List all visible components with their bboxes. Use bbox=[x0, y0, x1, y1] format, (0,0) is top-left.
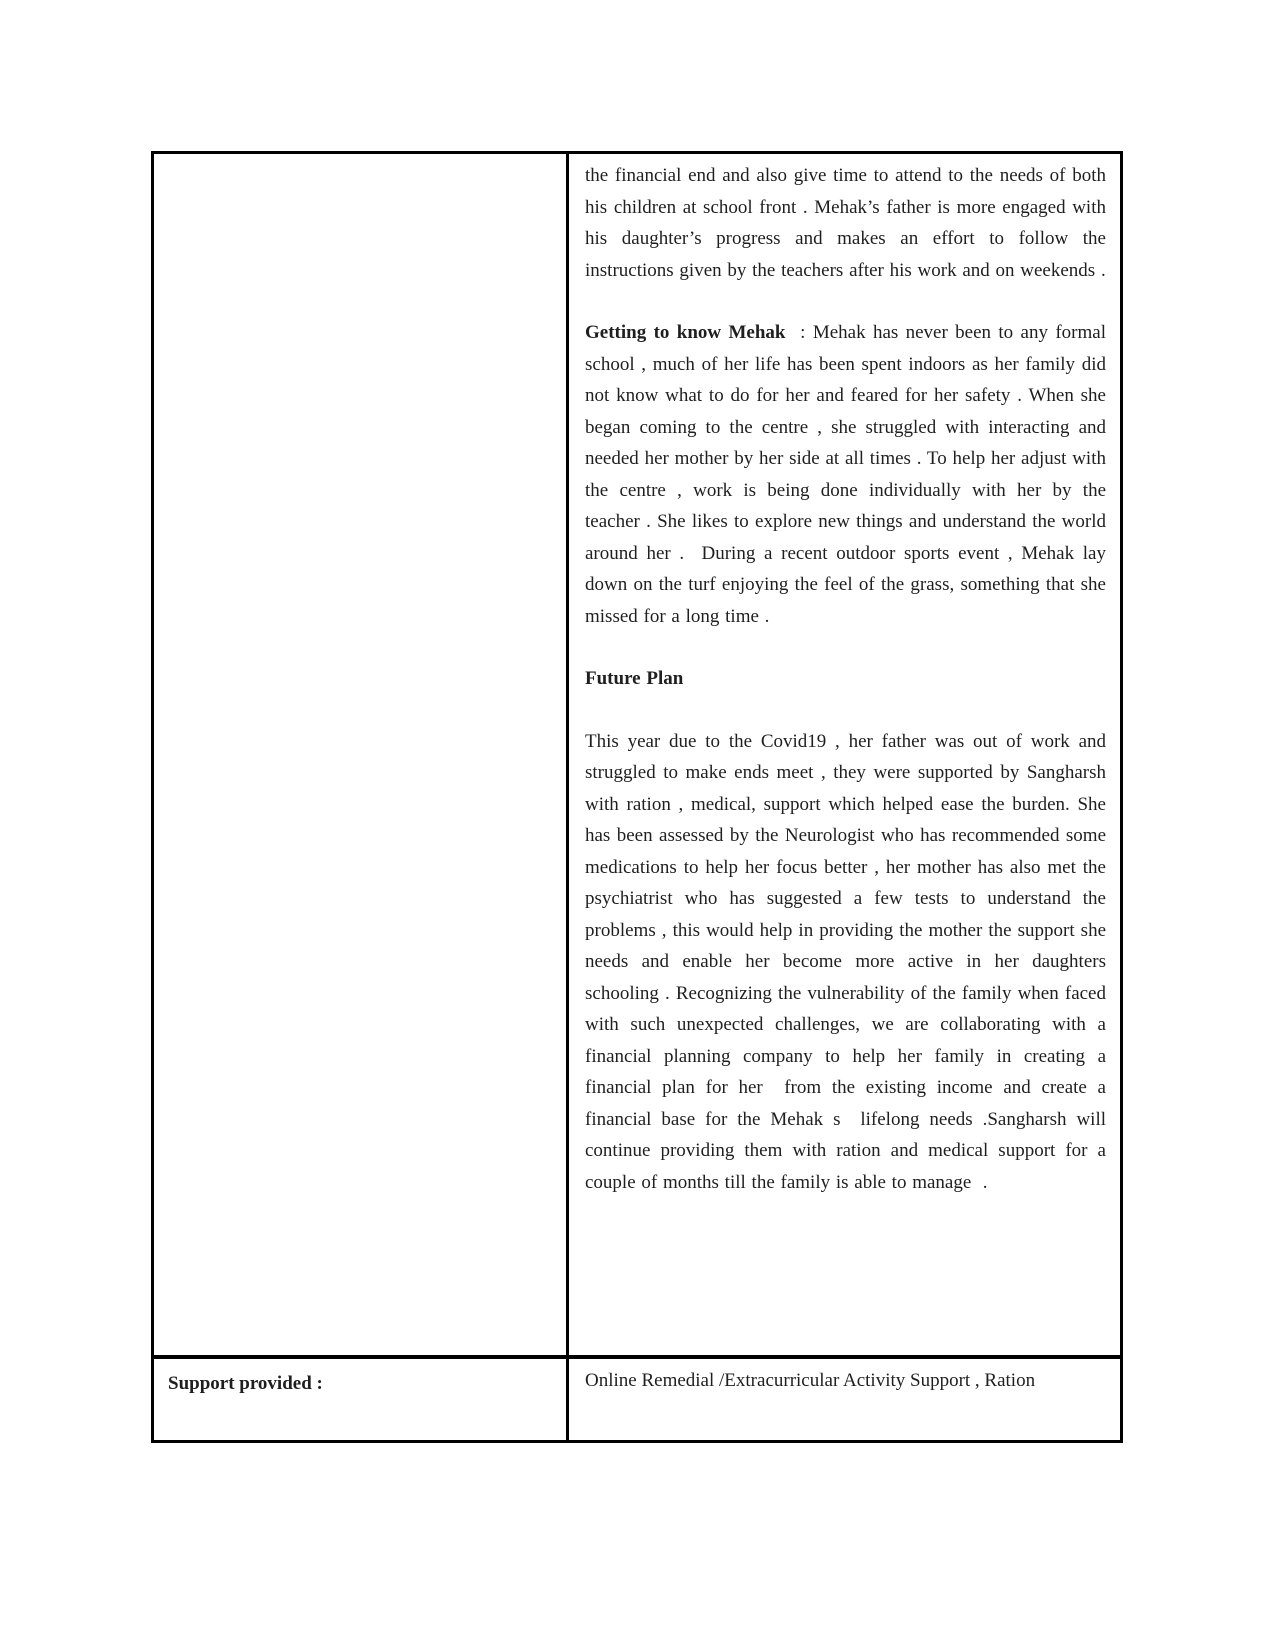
getting-to-know-paragraph bbox=[585, 317, 1112, 632]
getting-to-know-heading: Getting to know Mehak bbox=[585, 322, 786, 343]
table-row-narrative bbox=[154, 154, 1120, 1355]
support-provided-value: Online Remedial /Extracurricular Activity Support , Ration bbox=[585, 1370, 1036, 1391]
table-row-support-provided bbox=[154, 1355, 1120, 1440]
future-plan-heading: Future Plan bbox=[585, 668, 684, 689]
case-report-table bbox=[151, 151, 1123, 1443]
future-plan-paragraph: This year due to the Covid19 , her father was out of work and struggled to make ends meet , they were supported by Sangharsh with ration , medical, support which helped ease the burden. She has been assessed by the Neurologist who has recommended some medications to help her focus better , her mother has also met the psychiatrist who has suggested a few tests to understand the problems , this would help in providing the mother the support she needs and enable her become more active in her daughters schooling . Recognizing the vulnerability of the family when faced with such unexpected challenges, we are collaborating with a financial planning company to help her family in creating a financial plan for her from the existing income and create a financial base for the Mehak s lifelong needs .Sangharsh will continue providing them with ration and medical support for a couple of months till the family is able to manage . bbox=[585, 730, 1112, 1193]
support-label-cell bbox=[154, 1359, 569, 1440]
support-provided-label: Support provided : bbox=[168, 1373, 323, 1394]
continuation-paragraph: the financial end and also give time to attend to the needs of both his children at school front . Mehak’s father is more engaged with his daughter’s progress and makes an effort to follow the instructions given by the teachers after his work and on weekends . bbox=[585, 165, 1112, 281]
narrative-text-cell bbox=[569, 154, 1120, 1355]
narrative-left-empty-cell bbox=[154, 154, 569, 1355]
support-value-cell bbox=[569, 1359, 1120, 1440]
getting-to-know-body: : Mehak has never been to any formal school , much of her life has been spent indoors as her family did not know what to do for her and feared for her safety . When she began coming to the centre , she struggled with interacting and needed her mother by her side at all times . To help her adjust with the centre , work is being done individually with her by the teacher . She likes to explore new things and understand the world around her . During a recent outdoor sports event , Mehak lay down on the turf enjoying the feel of the grass, something that she missed for a long time . bbox=[585, 322, 1112, 627]
